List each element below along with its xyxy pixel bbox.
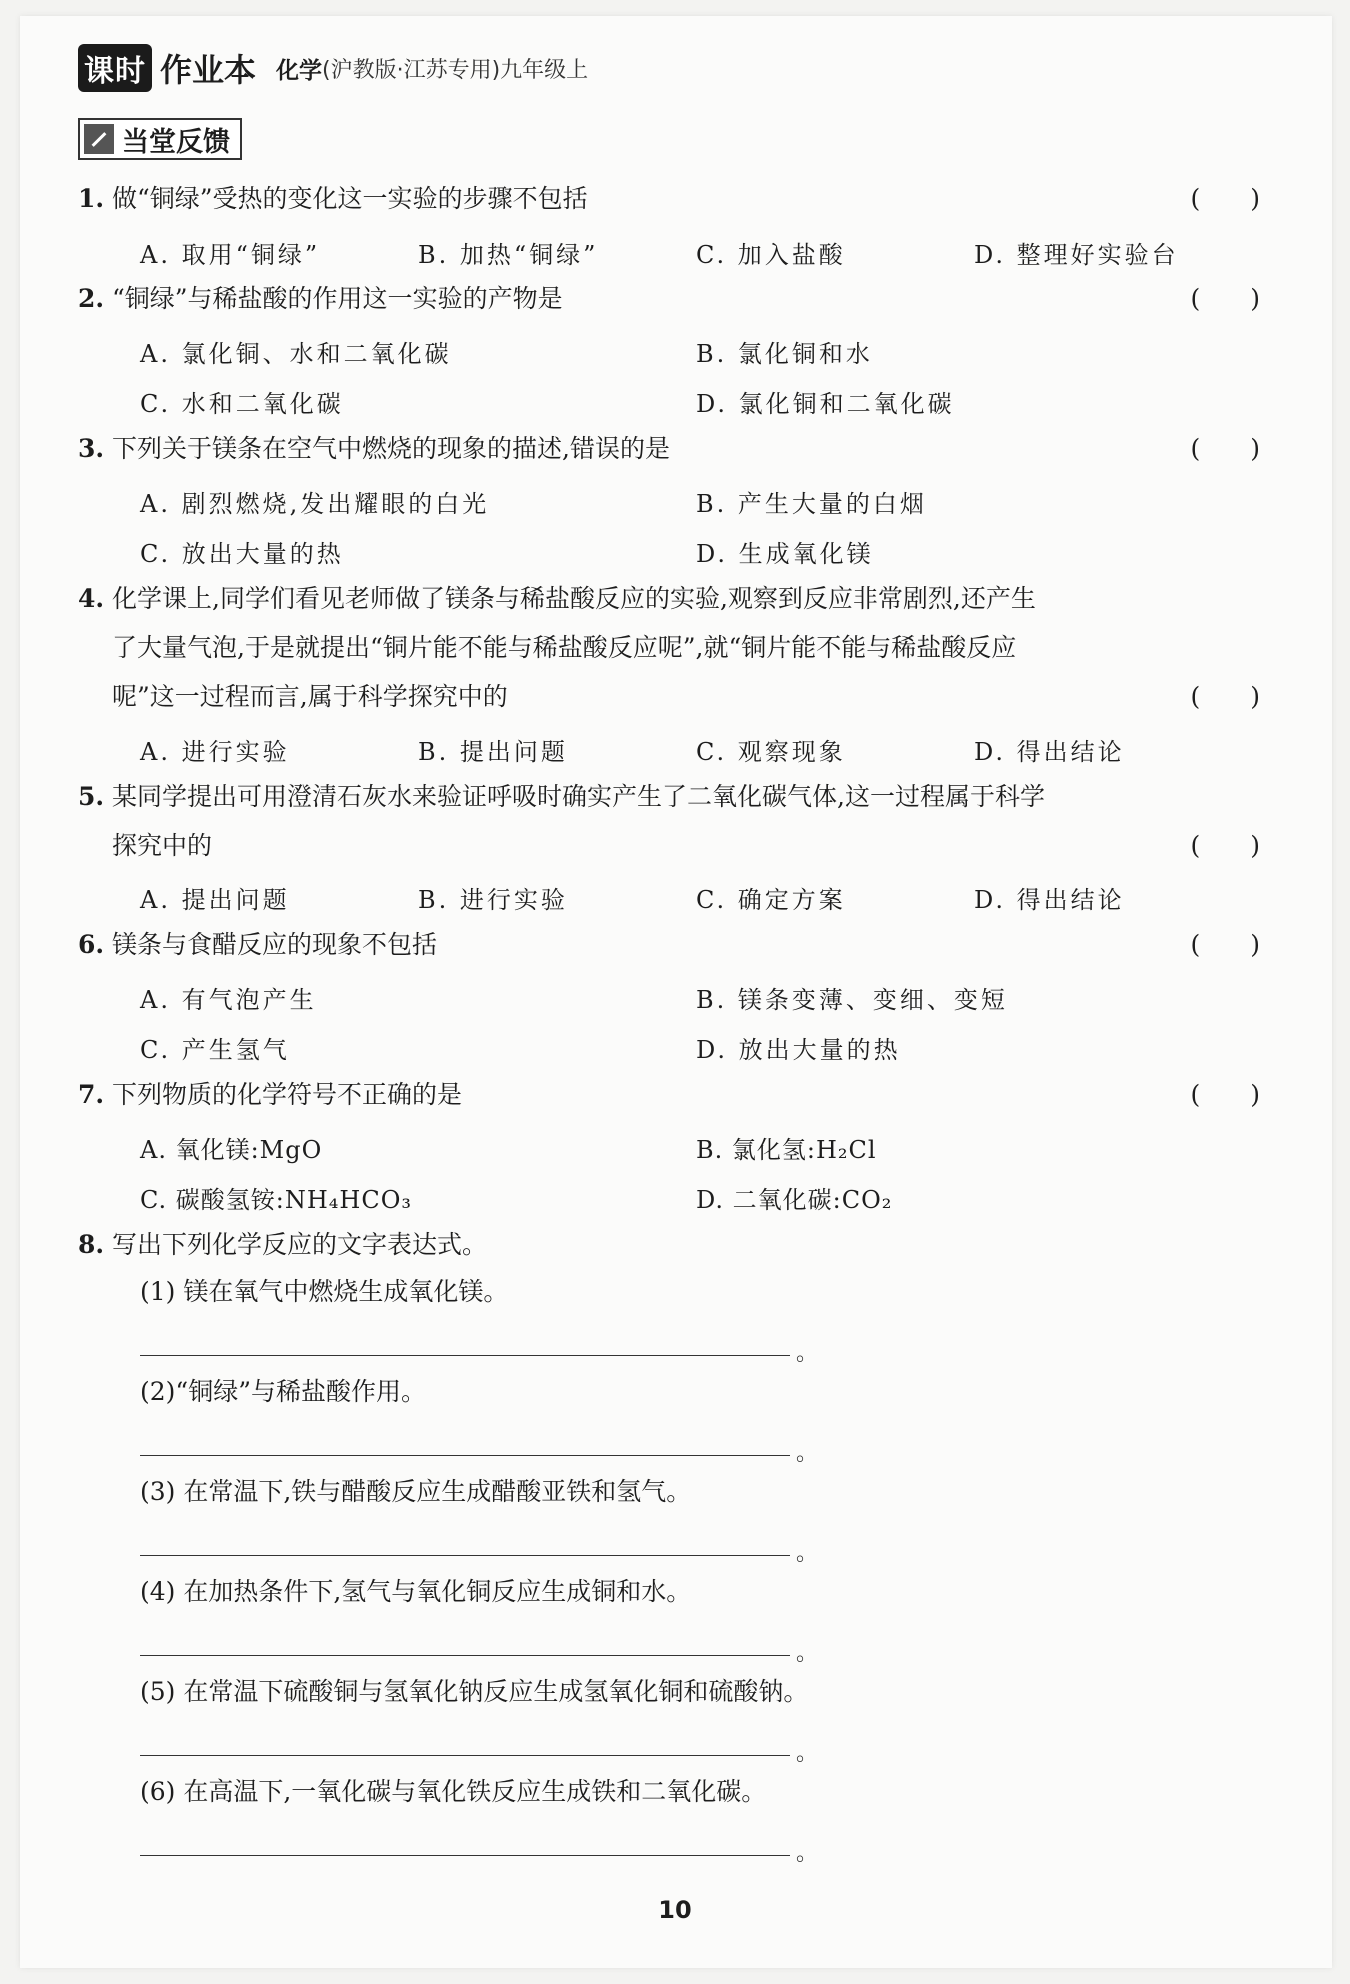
option-b: B. 进行实验 [418, 886, 568, 914]
question-8 [78, 1220, 1260, 1269]
answer-bracket: ( ) [1190, 831, 1260, 860]
answer-line-4[interactable] [140, 1655, 790, 1656]
question-2 [78, 274, 1260, 323]
question-text: 下列关于镁条在空气中燃烧的现象的描述,错误的是 [112, 434, 670, 463]
option-d: D. 氯化铜和二氧化碳 [696, 390, 955, 418]
question-text-line-1: 化学课上,同学们看见老师做了镁条与稀盐酸反应的实验,观察到反应非常剧烈,还产生 [112, 584, 1036, 613]
option-a: A. 提出问题 [140, 886, 290, 914]
question-number: 4. [78, 584, 105, 613]
question-text: 下列物质的化学符号不正确的是 [112, 1080, 463, 1109]
question-4 [78, 574, 1260, 623]
question-1 [78, 174, 1260, 223]
option-d: D. 生成氧化镁 [696, 540, 874, 568]
pencil-icon [84, 124, 114, 154]
end-mark: 。 [796, 1741, 819, 1766]
option-d: D. 放出大量的热 [696, 1036, 901, 1064]
option-d: D. 整理好实验台 [974, 241, 1179, 269]
answer-line-6[interactable] [140, 1855, 790, 1856]
question-number: 1. [78, 184, 105, 213]
option-c: C. 放出大量的热 [140, 540, 344, 568]
question-text: “铜绿”与稀盐酸的作用这一实验的产物是 [112, 284, 563, 313]
option-c: C. 观察现象 [696, 738, 846, 766]
question-number: 2. [78, 284, 105, 313]
question-number: 3. [78, 434, 105, 463]
question-7 [78, 1070, 1260, 1119]
section-title: 当堂反馈 [122, 126, 230, 158]
option-b: B. 氯化铜和水 [696, 340, 873, 368]
end-mark: 。 [796, 1341, 819, 1366]
question-text: 做“铜绿”受热的变化这一实验的步骤不包括 [112, 184, 588, 213]
page-number: 10 [658, 1896, 692, 1924]
option-d: D. 二氧化碳:CO₂ [696, 1186, 893, 1214]
subquestion-6: (6) 在高温下,一氧化碳与氧化铁反应生成铁和二氧化碳。 [140, 1777, 767, 1806]
section-tag [78, 118, 242, 160]
subquestion-1: (1) 镁在氧气中燃烧生成氧化镁。 [140, 1277, 509, 1306]
end-mark: 。 [796, 1541, 819, 1566]
question-5-line-2 [112, 821, 1260, 870]
question-number: 8. [78, 1230, 105, 1259]
answer-bracket: ( ) [1190, 1080, 1260, 1109]
option-b: B. 加热“铜绿” [418, 241, 599, 269]
logo-suffix: 作业本 [160, 51, 257, 89]
question-text-line-3: 呢”这一过程而言,属于科学探究中的 [112, 682, 508, 711]
question-4-line-2 [112, 623, 1260, 672]
option-a: A. 有气泡产生 [140, 986, 317, 1014]
option-c: C. 产生氢气 [140, 1036, 290, 1064]
end-mark: 。 [796, 1841, 819, 1866]
answer-bracket: ( ) [1190, 184, 1260, 213]
subquestion-4: (4) 在加热条件下,氢气与氧化铜反应生成铜和水。 [140, 1577, 692, 1606]
logo: 课时 [78, 44, 152, 92]
end-mark: 。 [796, 1441, 819, 1466]
option-d: D. 得出结论 [974, 738, 1125, 766]
option-a: A. 氧化镁:MgO [140, 1136, 323, 1164]
answer-line-3[interactable] [140, 1555, 790, 1556]
option-c: C. 碳酸氢铵:NH₄HCO₃ [140, 1186, 412, 1214]
header [78, 46, 588, 90]
question-text-line-1: 某同学提出可用澄清石灰水来验证呼吸时确实产生了二氧化碳气体,这一过程属于科学 [112, 782, 1045, 811]
answer-bracket: ( ) [1190, 434, 1260, 463]
answer-line-1[interactable] [140, 1355, 790, 1356]
answer-bracket: ( ) [1190, 930, 1260, 959]
question-5 [78, 772, 1260, 821]
option-b: B. 产生大量的白烟 [696, 490, 927, 518]
option-b: B. 镁条变薄、变细、变短 [696, 986, 1008, 1014]
option-d: D. 得出结论 [974, 886, 1125, 914]
option-c: C. 加入盐酸 [696, 241, 846, 269]
option-a: A. 氯化铜、水和二氧化碳 [140, 340, 452, 368]
question-4-line-3 [112, 672, 1260, 721]
option-a: A. 进行实验 [140, 738, 290, 766]
end-mark: 。 [796, 1641, 819, 1666]
option-b: B. 氯化氢:H₂Cl [696, 1136, 877, 1164]
subject: 化学 [276, 57, 323, 84]
question-text: 写出下列化学反应的文字表达式。 [112, 1230, 488, 1259]
subquestion-2: (2)“铜绿”与稀盐酸作用。 [140, 1377, 426, 1406]
option-c: C. 确定方案 [696, 886, 846, 914]
question-text-line-2: 探究中的 [112, 831, 213, 860]
option-b: B. 提出问题 [418, 738, 568, 766]
answer-bracket: ( ) [1190, 682, 1260, 711]
subject-detail: (沪教版·江苏专用)九年级上 [322, 57, 589, 83]
question-number: 6. [78, 930, 105, 959]
option-c: C. 水和二氧化碳 [140, 390, 344, 418]
question-6 [78, 920, 1260, 969]
question-number: 7. [78, 1080, 105, 1109]
question-3 [78, 424, 1260, 473]
question-text-line-2: 了大量气泡,于是就提出“铜片能不能与稀盐酸反应呢”,就“铜片能不能与稀盐酸反应 [112, 633, 1017, 662]
option-a: A. 剧烈燃烧,发出耀眼的白光 [140, 490, 490, 518]
question-text: 镁条与食醋反应的现象不包括 [112, 930, 438, 959]
subquestion-5: (5) 在常温下硫酸铜与氢氧化钠反应生成氢氧化铜和硫酸钠。 [140, 1677, 809, 1706]
answer-line-2[interactable] [140, 1455, 790, 1456]
answer-bracket: ( ) [1190, 284, 1260, 313]
answer-line-5[interactable] [140, 1755, 790, 1756]
option-a: A. 取用“铜绿” [140, 241, 321, 269]
question-number: 5. [78, 782, 105, 811]
subquestion-3: (3) 在常温下,铁与醋酸反应生成醋酸亚铁和氢气。 [140, 1477, 692, 1506]
